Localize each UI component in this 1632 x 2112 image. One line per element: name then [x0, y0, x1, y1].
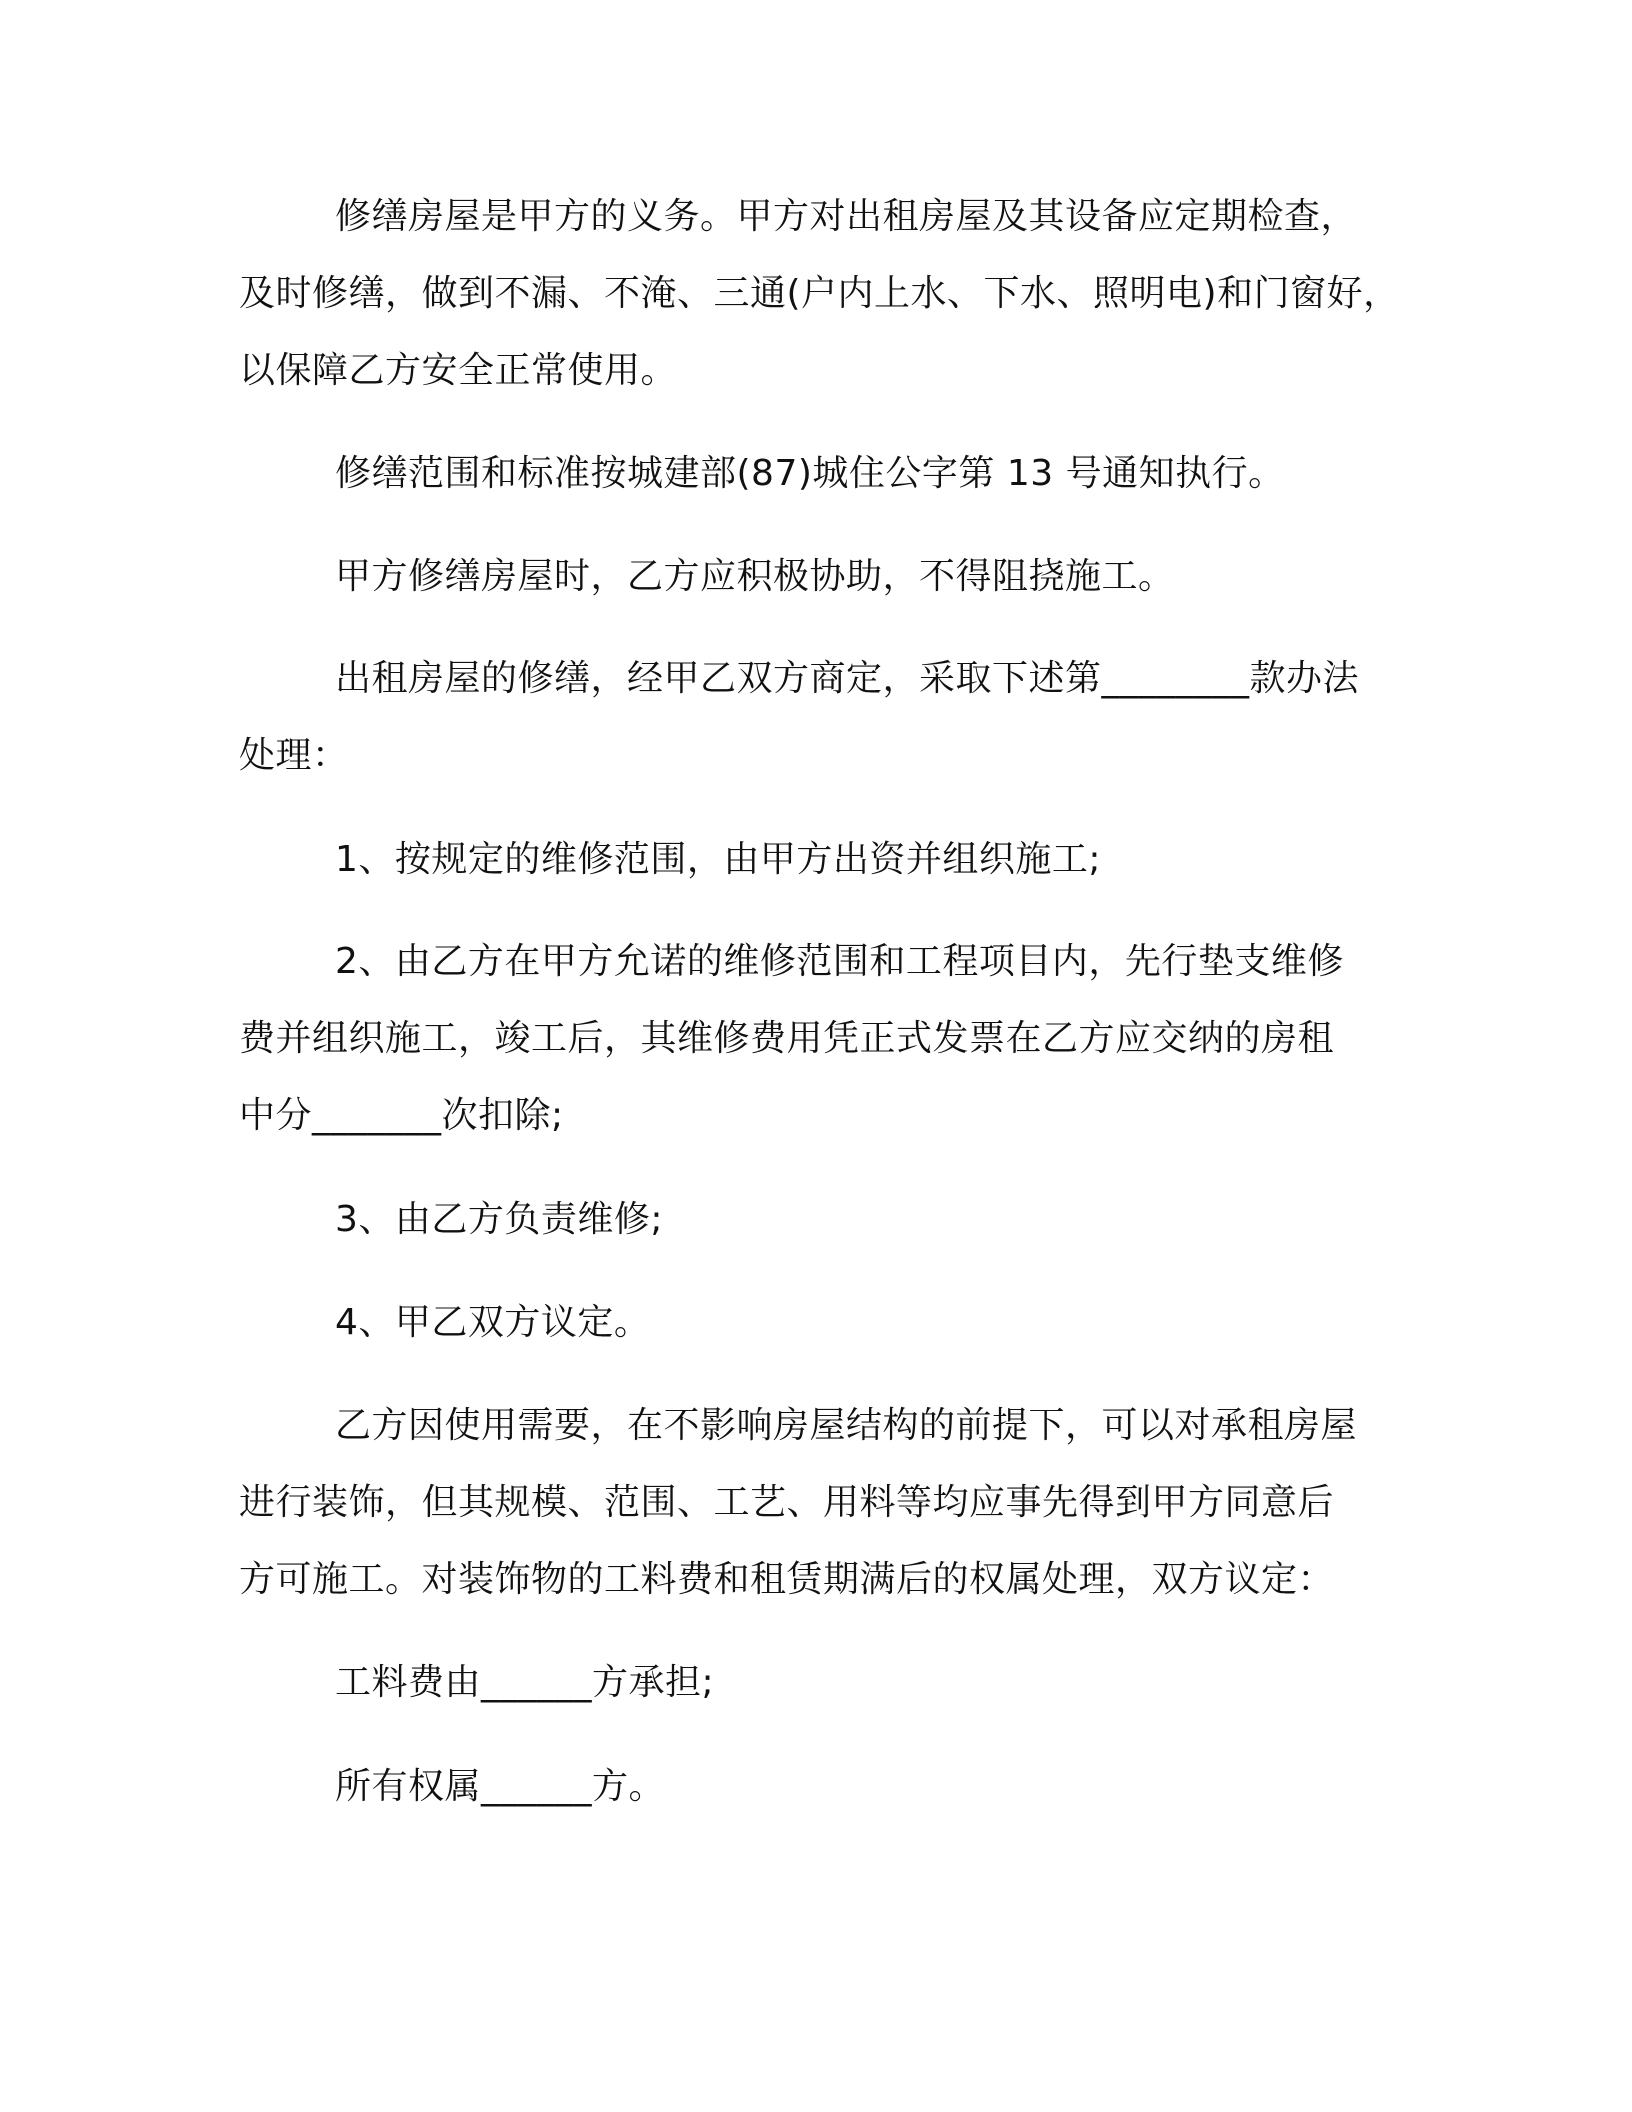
- text-line: 中分_______次扣除;: [239, 1095, 564, 1136]
- text-line: 1、按规定的维修范围，由甲方出资并组织施工;: [335, 839, 1102, 880]
- text-line: 所有权属______方。: [335, 1766, 666, 1807]
- text-line: 修缮房屋是甲方的义务。甲方对出租房屋及其设备应定期检查，: [335, 196, 1358, 237]
- text-line: 4、甲乙双方议定。: [335, 1302, 651, 1343]
- paragraph-repair-method: [239, 640, 1419, 794]
- text-line: 费并组织施工，竣工后，其维修费用凭正式发票在乙方应交纳的房租: [239, 1018, 1335, 1059]
- text-line: 处理：: [239, 735, 349, 776]
- paragraph-tenant-assist: [239, 538, 1419, 615]
- text-line: 及时修缮，做到不漏、不淹、三通(户内上水、下水、照明电)和门窗好，: [239, 273, 1400, 314]
- text-line: 以保障乙方安全正常使用。: [239, 350, 678, 391]
- text-line: 2、由乙方在甲方允诺的维修范围和工程项目内，先行垫支维修: [335, 941, 1344, 982]
- list-item-1: [239, 821, 1419, 898]
- text-line: 修缮范围和标准按城建部(87)城住公字第 13 号通知执行。: [335, 453, 1285, 494]
- text-line: 工料费由______方承担;: [335, 1662, 715, 1703]
- list-item-3: [239, 1181, 1419, 1258]
- text-line: 出租房屋的修缮，经甲乙双方商定，采取下述第________款办法: [335, 658, 1360, 699]
- paragraph-decoration: [239, 1387, 1419, 1618]
- paragraph-repair-scope: [239, 435, 1419, 512]
- text-line: 甲方修缮房屋时，乙方应积极协助，不得阻挠施工。: [335, 556, 1175, 597]
- text-line: 乙方因使用需要，在不影响房屋结构的前提下，可以对承租房屋: [335, 1405, 1358, 1446]
- text-line: 3、由乙方负责维修;: [335, 1199, 664, 1240]
- list-item-2: [239, 923, 1419, 1154]
- text-line: 进行装饰，但其规模、范围、工艺、用料等均应事先得到甲方同意后: [239, 1482, 1335, 1523]
- text-line: 方可施工。对装饰物的工料费和租赁期满后的权属处理，双方议定：: [239, 1559, 1335, 1600]
- paragraph-ownership: [239, 1748, 1419, 1825]
- list-item-4: [239, 1284, 1419, 1361]
- paragraph-material-cost: [239, 1644, 1419, 1721]
- paragraph-repair-obligation: [239, 178, 1419, 409]
